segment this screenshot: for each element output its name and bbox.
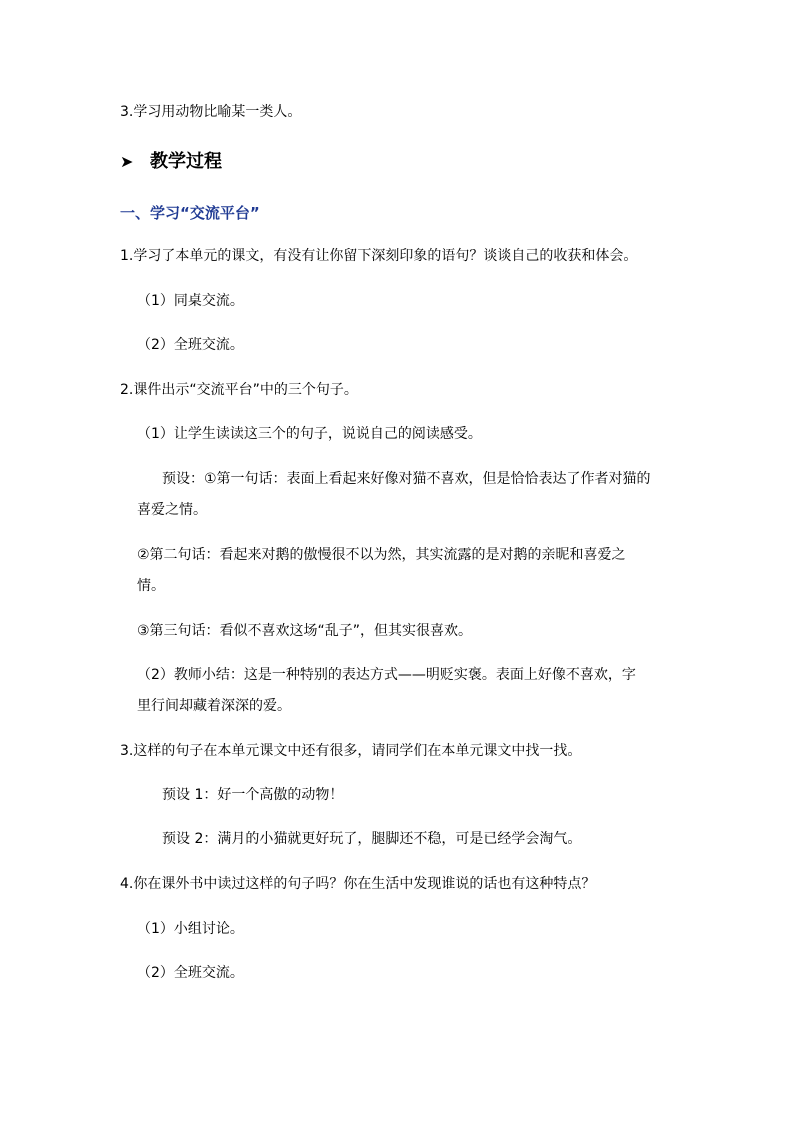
- teaching-process-title: 教学过程: [150, 151, 222, 172]
- question-1: 1.学习了本单元的课文，有没有让你留下深刻印象的语句？谈谈自己的收获和体会。: [120, 248, 638, 264]
- teacher-summary-line-2: 里行间却藏着深深的爱。: [137, 698, 291, 714]
- question-1-step-2: （2）全班交流。: [137, 337, 244, 353]
- question-2: 2.课件出示“交流平台”中的三个句子。: [120, 382, 358, 398]
- question-4-step-1: （1）小组讨论。: [137, 921, 244, 937]
- question-3: 3.这样的句子在本单元课文中还有很多，请同学们在本单元课文中找一找。: [120, 743, 582, 759]
- question-3-preset-2: 预设 2：满月的小猫就更好玩了，腿脚还不稳，可是已经学会淘气。: [162, 831, 582, 847]
- part-one-heading: 一、学习“交流平台”: [120, 204, 260, 222]
- question-4: 4.你在课外书中读过这样的句子吗？你在生活中发现谁说的话也有这种特点？: [120, 876, 596, 892]
- objective-3: 3.学习用动物比喻某一类人。: [120, 104, 302, 120]
- question-4-step-2: （2）全班交流。: [137, 965, 244, 981]
- teacher-summary-line-1: （2）教师小结：这是一种特别的表达方式——明贬实褒。表面上好像不喜欢，字: [137, 667, 636, 683]
- question-2-step-1: （1）让学生读读这三个的句子，说说自己的阅读感受。: [137, 426, 482, 442]
- question-1-step-1: （1）同桌交流。: [137, 293, 244, 309]
- preset-sentence-2-line-1: ②第二句话：看起来对鹅的傲慢很不以为然，其实流露的是对鹅的亲昵和喜爱之: [137, 547, 626, 563]
- preset-sentence-3: ③第三句话：看似不喜欢这场“乱子”，但其实很喜欢。: [137, 623, 473, 639]
- question-3-preset-1: 预设 1：好一个高傲的动物！: [162, 787, 344, 803]
- teaching-process-heading: [120, 151, 222, 173]
- preset-sentence-2-line-2: 情。: [137, 578, 165, 594]
- preset-sentence-1-line-2: 喜爱之情。: [137, 502, 207, 518]
- preset-sentence-1-line-1: 预设：①第一句话：表面上看起来好像对猫不喜欢，但是恰恰表达了作者对猫的: [162, 471, 651, 487]
- arrow-bullet-icon: ➤: [120, 152, 134, 171]
